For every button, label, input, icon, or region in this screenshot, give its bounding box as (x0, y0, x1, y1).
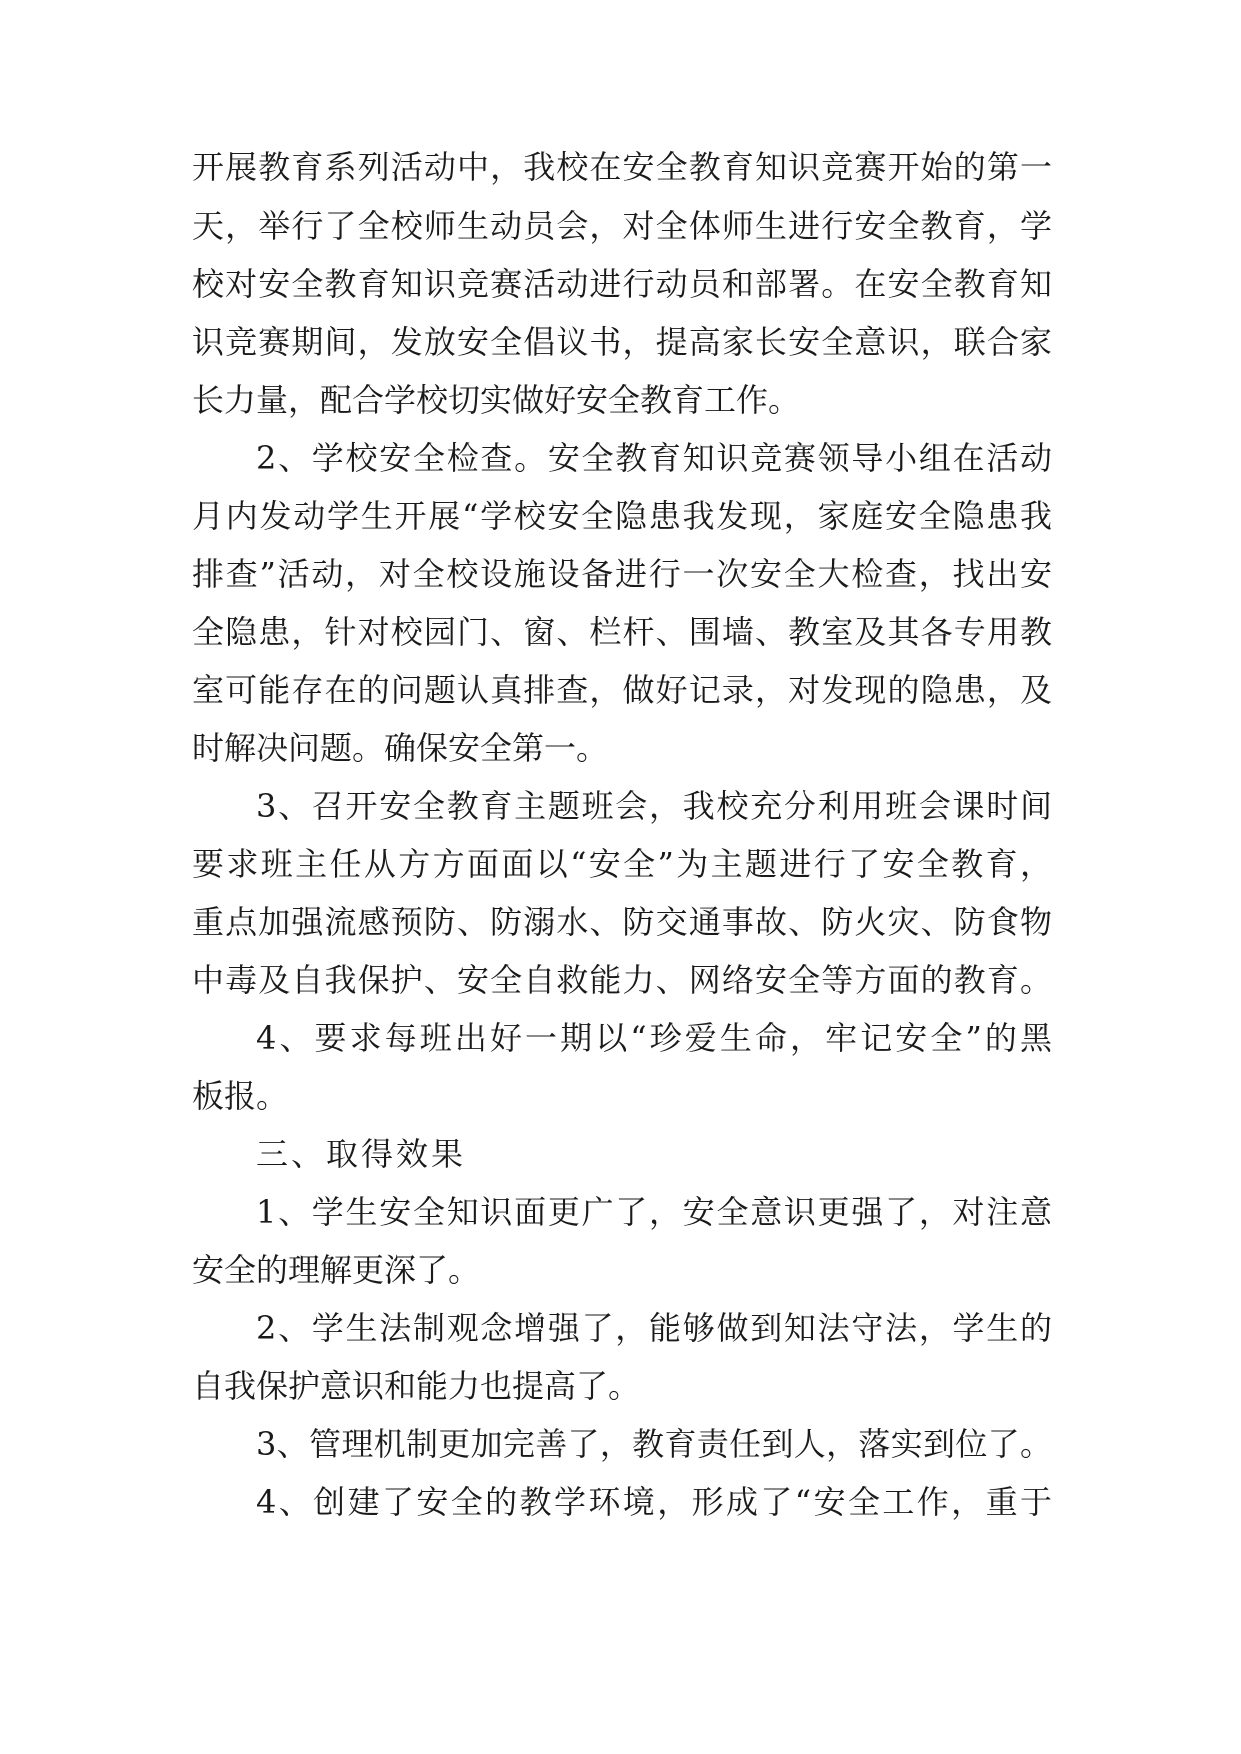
text-line: 自我保护意识和能力也提高了。 (192, 1367, 641, 1405)
text-line: 3、召开安全教育主题班会，我校充分利用班会课时间 (256, 787, 1052, 825)
text-line: 开展教育系列活动中，我校在安全教育知识竞赛开始的第一 (192, 148, 1052, 186)
text-line: 中毒及自我保护、安全自救能力、网络安全等方面的教育。 (192, 961, 1052, 999)
text-line: 要求班主任从方方面面以“安全”为主题进行了安全教育， (192, 845, 1052, 883)
text-line: 排查”活动，对全校设施设备进行一次安全大检查，找出安 (192, 555, 1052, 593)
text-line: 时解决问题。确保安全第一。 (192, 729, 609, 767)
text-line: 长力量，配合学校切实做好安全教育工作。 (192, 381, 801, 419)
text-line: 2、学生法制观念增强了，能够做到知法守法，学生的 (256, 1309, 1052, 1347)
text-line: 重点加强流感预防、防溺水、防交通事故、防火灾、防食物 (192, 903, 1052, 941)
text-line: 板报。 (192, 1077, 289, 1115)
text-line: 4、要求每班出好一期以“珍爱生命，牢记安全”的黑 (256, 1019, 1052, 1057)
text-line: 室可能存在的问题认真排查，做好记录，对发现的隐患，及 (192, 671, 1052, 709)
text-line: 天，举行了全校师生动员会，对全体师生进行安全教育，学 (192, 207, 1052, 245)
text-line: 月内发动学生开展“学校安全隐患我发现，家庭安全隐患我 (192, 497, 1052, 535)
text-line: 安全的理解更深了。 (192, 1251, 481, 1289)
text-line: 识竞赛期间，发放安全倡议书，提高家长安全意识，联合家 (192, 323, 1052, 361)
text-line: 校对安全教育知识竞赛活动进行动员和部署。在安全教育知 (192, 265, 1052, 303)
text-line: 4、创建了安全的教学环境，形成了“安全工作，重于 (256, 1483, 1052, 1521)
text-line: 3、管理机制更加完善了，教育责任到人，落实到位了。 (256, 1425, 1052, 1463)
section-heading: 三、取得效果 (256, 1135, 467, 1173)
text-line: 2、学校安全检查。安全教育知识竞赛领导小组在活动 (256, 439, 1052, 477)
text-line: 1、学生安全知识面更广了，安全意识更强了，对注意 (256, 1193, 1052, 1231)
text-line: 全隐患，针对校园门、窗、栏杆、围墙、教室及其各专用教 (192, 613, 1052, 651)
